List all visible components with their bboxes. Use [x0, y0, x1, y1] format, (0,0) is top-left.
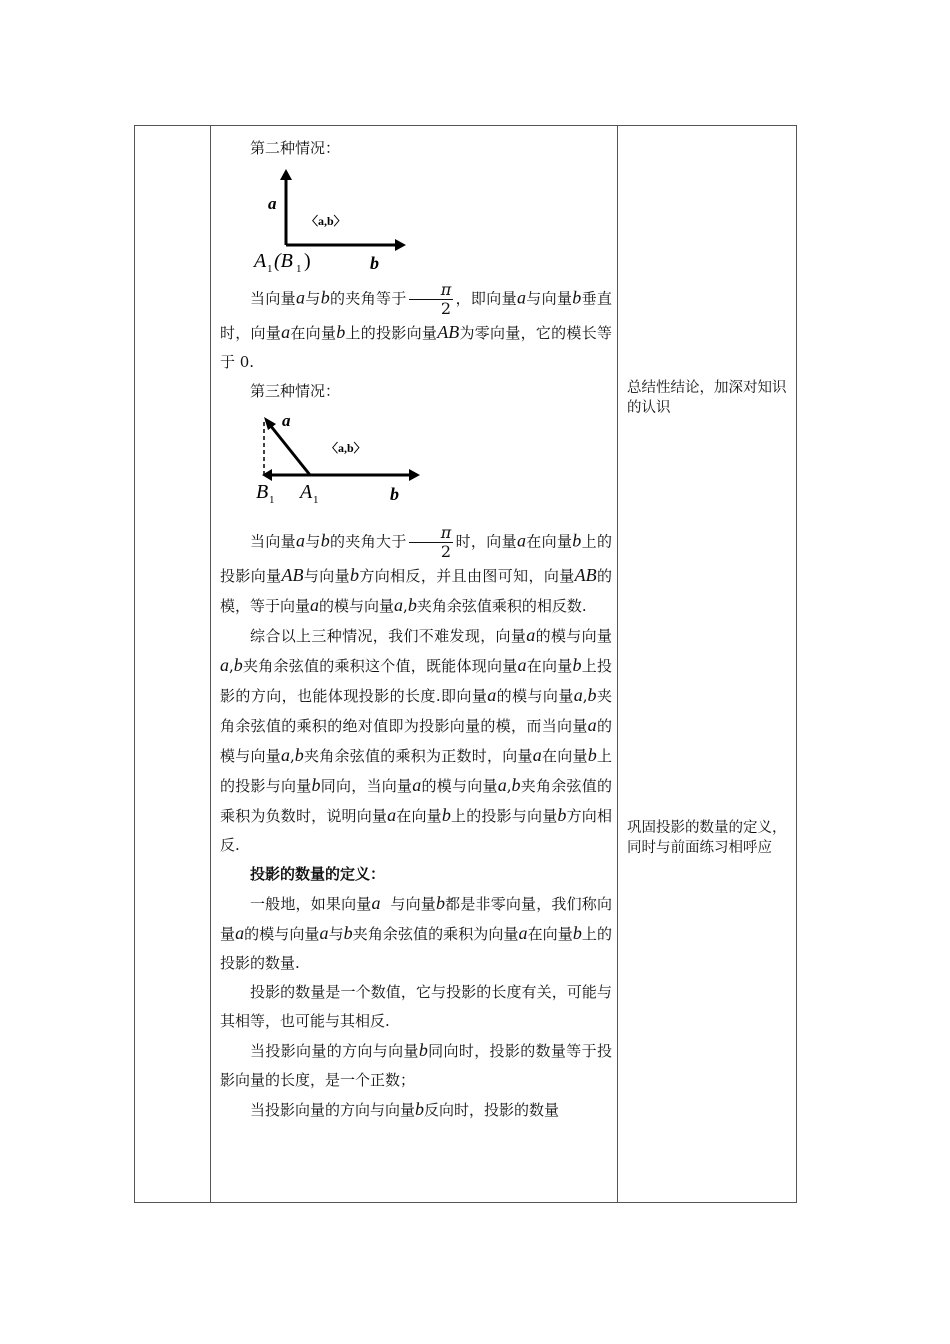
vector-a-arrow	[270, 425, 310, 475]
label-b: b	[370, 253, 379, 273]
case2-title: 第二种情况：	[250, 139, 341, 157]
lesson-table	[134, 125, 797, 1203]
label-B1: (B	[274, 250, 293, 272]
definition-paragraph: 一般地，如果向量a 与向量b都是非零向量，我们称向量a的模与向量a与b夹角余弦值的乘积为向量a在向量b上的投影的数量.	[220, 893, 612, 972]
label-angle: 〈a,b〉	[326, 441, 366, 455]
case3-title: 第三种情况：	[250, 382, 341, 400]
label-A1: A	[300, 481, 313, 503]
case2-paragraph: 当向量a与b的夹角等于 $\frac{\pi}{2}$ ，即向量a与向量b垂直时，向量a在向量b上的投影向量AB为零向量，它的模长等于 0.	[220, 280, 612, 371]
svg-text:1: 1	[269, 494, 275, 506]
svg-text:1: 1	[296, 263, 302, 273]
column-divider-1	[210, 126, 211, 1202]
label-b: b	[390, 484, 399, 504]
label-a: a	[268, 194, 277, 213]
fraction-pi-over-2: $\frac{\pi}{2}$	[409, 281, 454, 318]
same-direction-note: 当投影向量的方向与向量b同向时，投影的数量等于投影向量的长度，是一个正数；	[220, 1040, 612, 1089]
summary-paragraph: 综合以上三种情况，我们不难发现，向量a的模与向量a,b夹角余弦值的乘积这个值，既能体现向量a在向量b上投影的方向，也能体现投影的长度.即向量a的模与向量a,b夹角余弦值的乘积的绝对值即为投影向量的模，而当向量a的模与向量a,b夹角余弦值的乘积为正数时，向量a在向量b上的投影与向量b同向，当向量a的模与向量a,b夹角余弦值的乘积为负数时，说明向量a在向量b上的投影与向量b方向相反.	[220, 625, 612, 854]
definition-heading: 投影的数量的定义：	[250, 865, 386, 883]
case3-paragraph: 当向量a与b的夹角大于 $\frac{\pi}{2}$ 时，向量a在向量b上的投影向量AB与向量b方向相反，并且由图可知，向量AB的模，等于向量a的模与向量a,b夹角余弦值乘积的相反数.	[220, 523, 612, 615]
svg-text:): )	[304, 250, 311, 272]
opposite-direction-note: 当投影向量的方向与向量b反向时，投影的数量	[250, 1099, 560, 1119]
teaching-content-cell	[220, 134, 612, 1125]
svg-text:1: 1	[267, 263, 273, 273]
column-divider-2	[617, 126, 618, 1202]
svg-text:1: 1	[313, 494, 319, 506]
label-B1: B	[256, 481, 269, 503]
fraction-pi-over-2: $\frac{\pi}{2}$	[409, 524, 454, 561]
design-note-summary: 总结性结论，加深对知识的认识	[627, 380, 787, 416]
projection-number-note: 投影的数量是一个数值，它与投影的长度有关，可能与其相等，也可能与其相反.	[220, 983, 612, 1030]
case3-diagram	[220, 410, 440, 510]
label-a: a	[282, 411, 291, 430]
label-A1: A	[254, 250, 267, 272]
design-note-definition: 巩固投影的数量的定义，同时与前面练习相呼应	[627, 820, 787, 856]
label-angle: 〈a,b〉	[306, 214, 346, 228]
case2-diagram	[220, 167, 420, 273]
